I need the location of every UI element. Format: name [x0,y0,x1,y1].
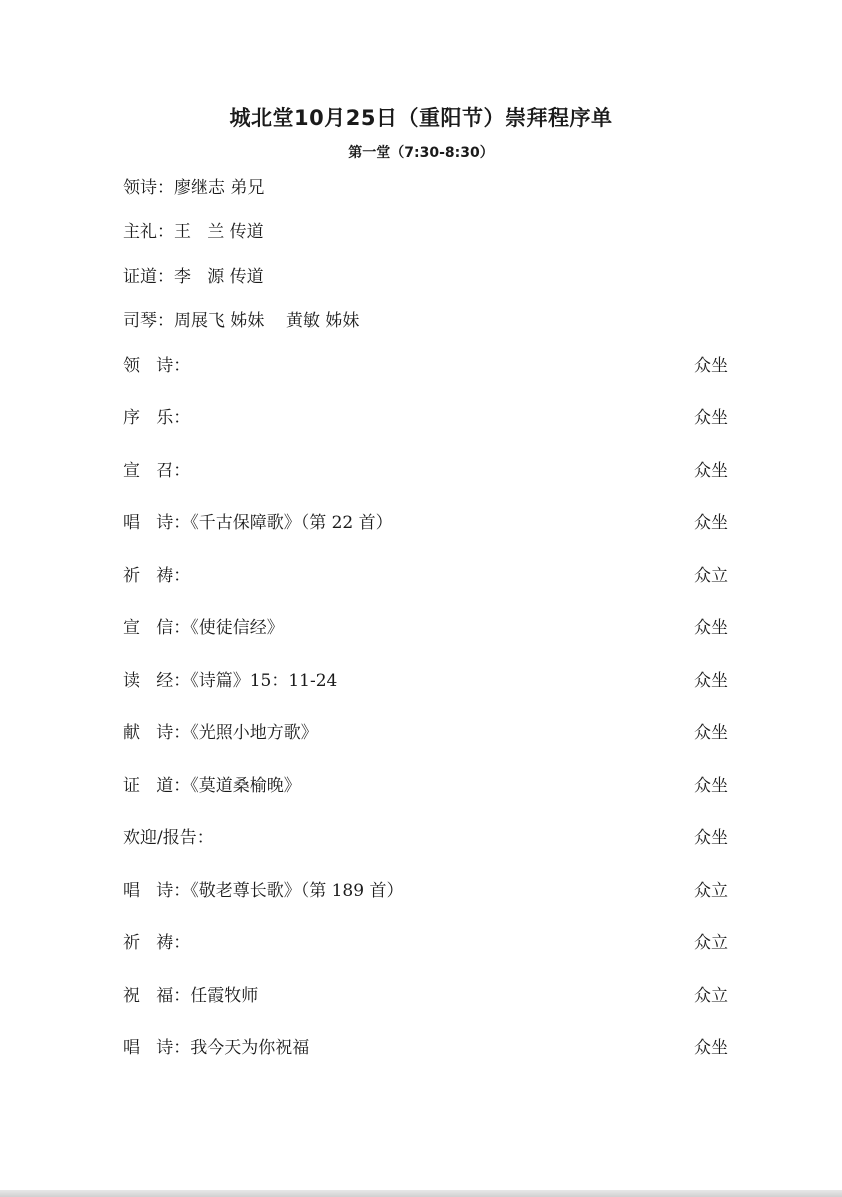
program-row [123,1033,728,1059]
program-item: 祈 祷： [123,566,191,586]
staff-preacher: 证道：李 源 传道 [123,267,264,287]
program-posture: 众坐 [694,1038,728,1058]
program-row [123,718,728,744]
program-posture: 众坐 [694,776,728,796]
program-row [123,876,728,902]
program-row [123,981,728,1007]
program-posture: 众坐 [694,356,728,376]
program-item: 证 道：《莫道桑榆晚》 [123,776,301,796]
program-item: 读 经：《诗篇》15：11-24 [123,671,338,691]
program-row [123,771,728,797]
program-item: 祈 祷： [123,933,191,953]
program-posture: 众坐 [694,513,728,533]
staff-pianist: 司琴：周展飞 姊妹 黄敏 姊妹 [123,311,360,331]
program-row [123,508,728,534]
program-posture: 众坐 [694,723,728,743]
program-posture: 众坐 [694,408,728,428]
program-row [123,561,728,587]
program-posture: 众坐 [694,671,728,691]
staff-leader: 领诗：廖继志 弟兄 [123,178,265,198]
program-row [123,666,728,692]
program-row [123,823,728,849]
program-item: 宣 信：《使徒信经》 [123,618,284,638]
program-posture: 众坐 [694,828,728,848]
program-item: 唱 诗：《敬老尊长歌》（第 189 首） [123,881,404,901]
program-item: 献 诗：《光照小地方歌》 [123,723,318,743]
program-row [123,613,728,639]
program-item: 欢迎/报告： [123,828,214,848]
page-bottom-edge [0,1190,842,1197]
program-posture: 众坐 [694,618,728,638]
staff-presider: 主礼：王 兰 传道 [123,222,264,242]
program-row [123,456,728,482]
service-subtitle: 第一堂（7:30-8:30） [348,145,494,161]
program-posture: 众立 [694,933,728,953]
program-posture: 众立 [694,881,728,901]
program-item: 序 乐： [123,408,191,428]
program-row [123,351,728,377]
program-item: 祝 福：任霞牧师 [123,986,259,1006]
program-row [123,403,728,429]
program-posture: 众立 [694,986,728,1006]
program-posture: 众立 [694,566,728,586]
page-title: 城北堂10月25日（重阳节）崇拜程序单 [229,106,613,130]
program-item: 领 诗： [123,356,191,376]
program-item: 唱 诗：《千古保障歌》（第 22 首） [123,513,393,533]
program-item: 宣 召： [123,461,191,481]
program-row [123,928,728,954]
program-item: 唱 诗：我今天为你祝福 [123,1038,310,1058]
program-posture: 众坐 [694,461,728,481]
